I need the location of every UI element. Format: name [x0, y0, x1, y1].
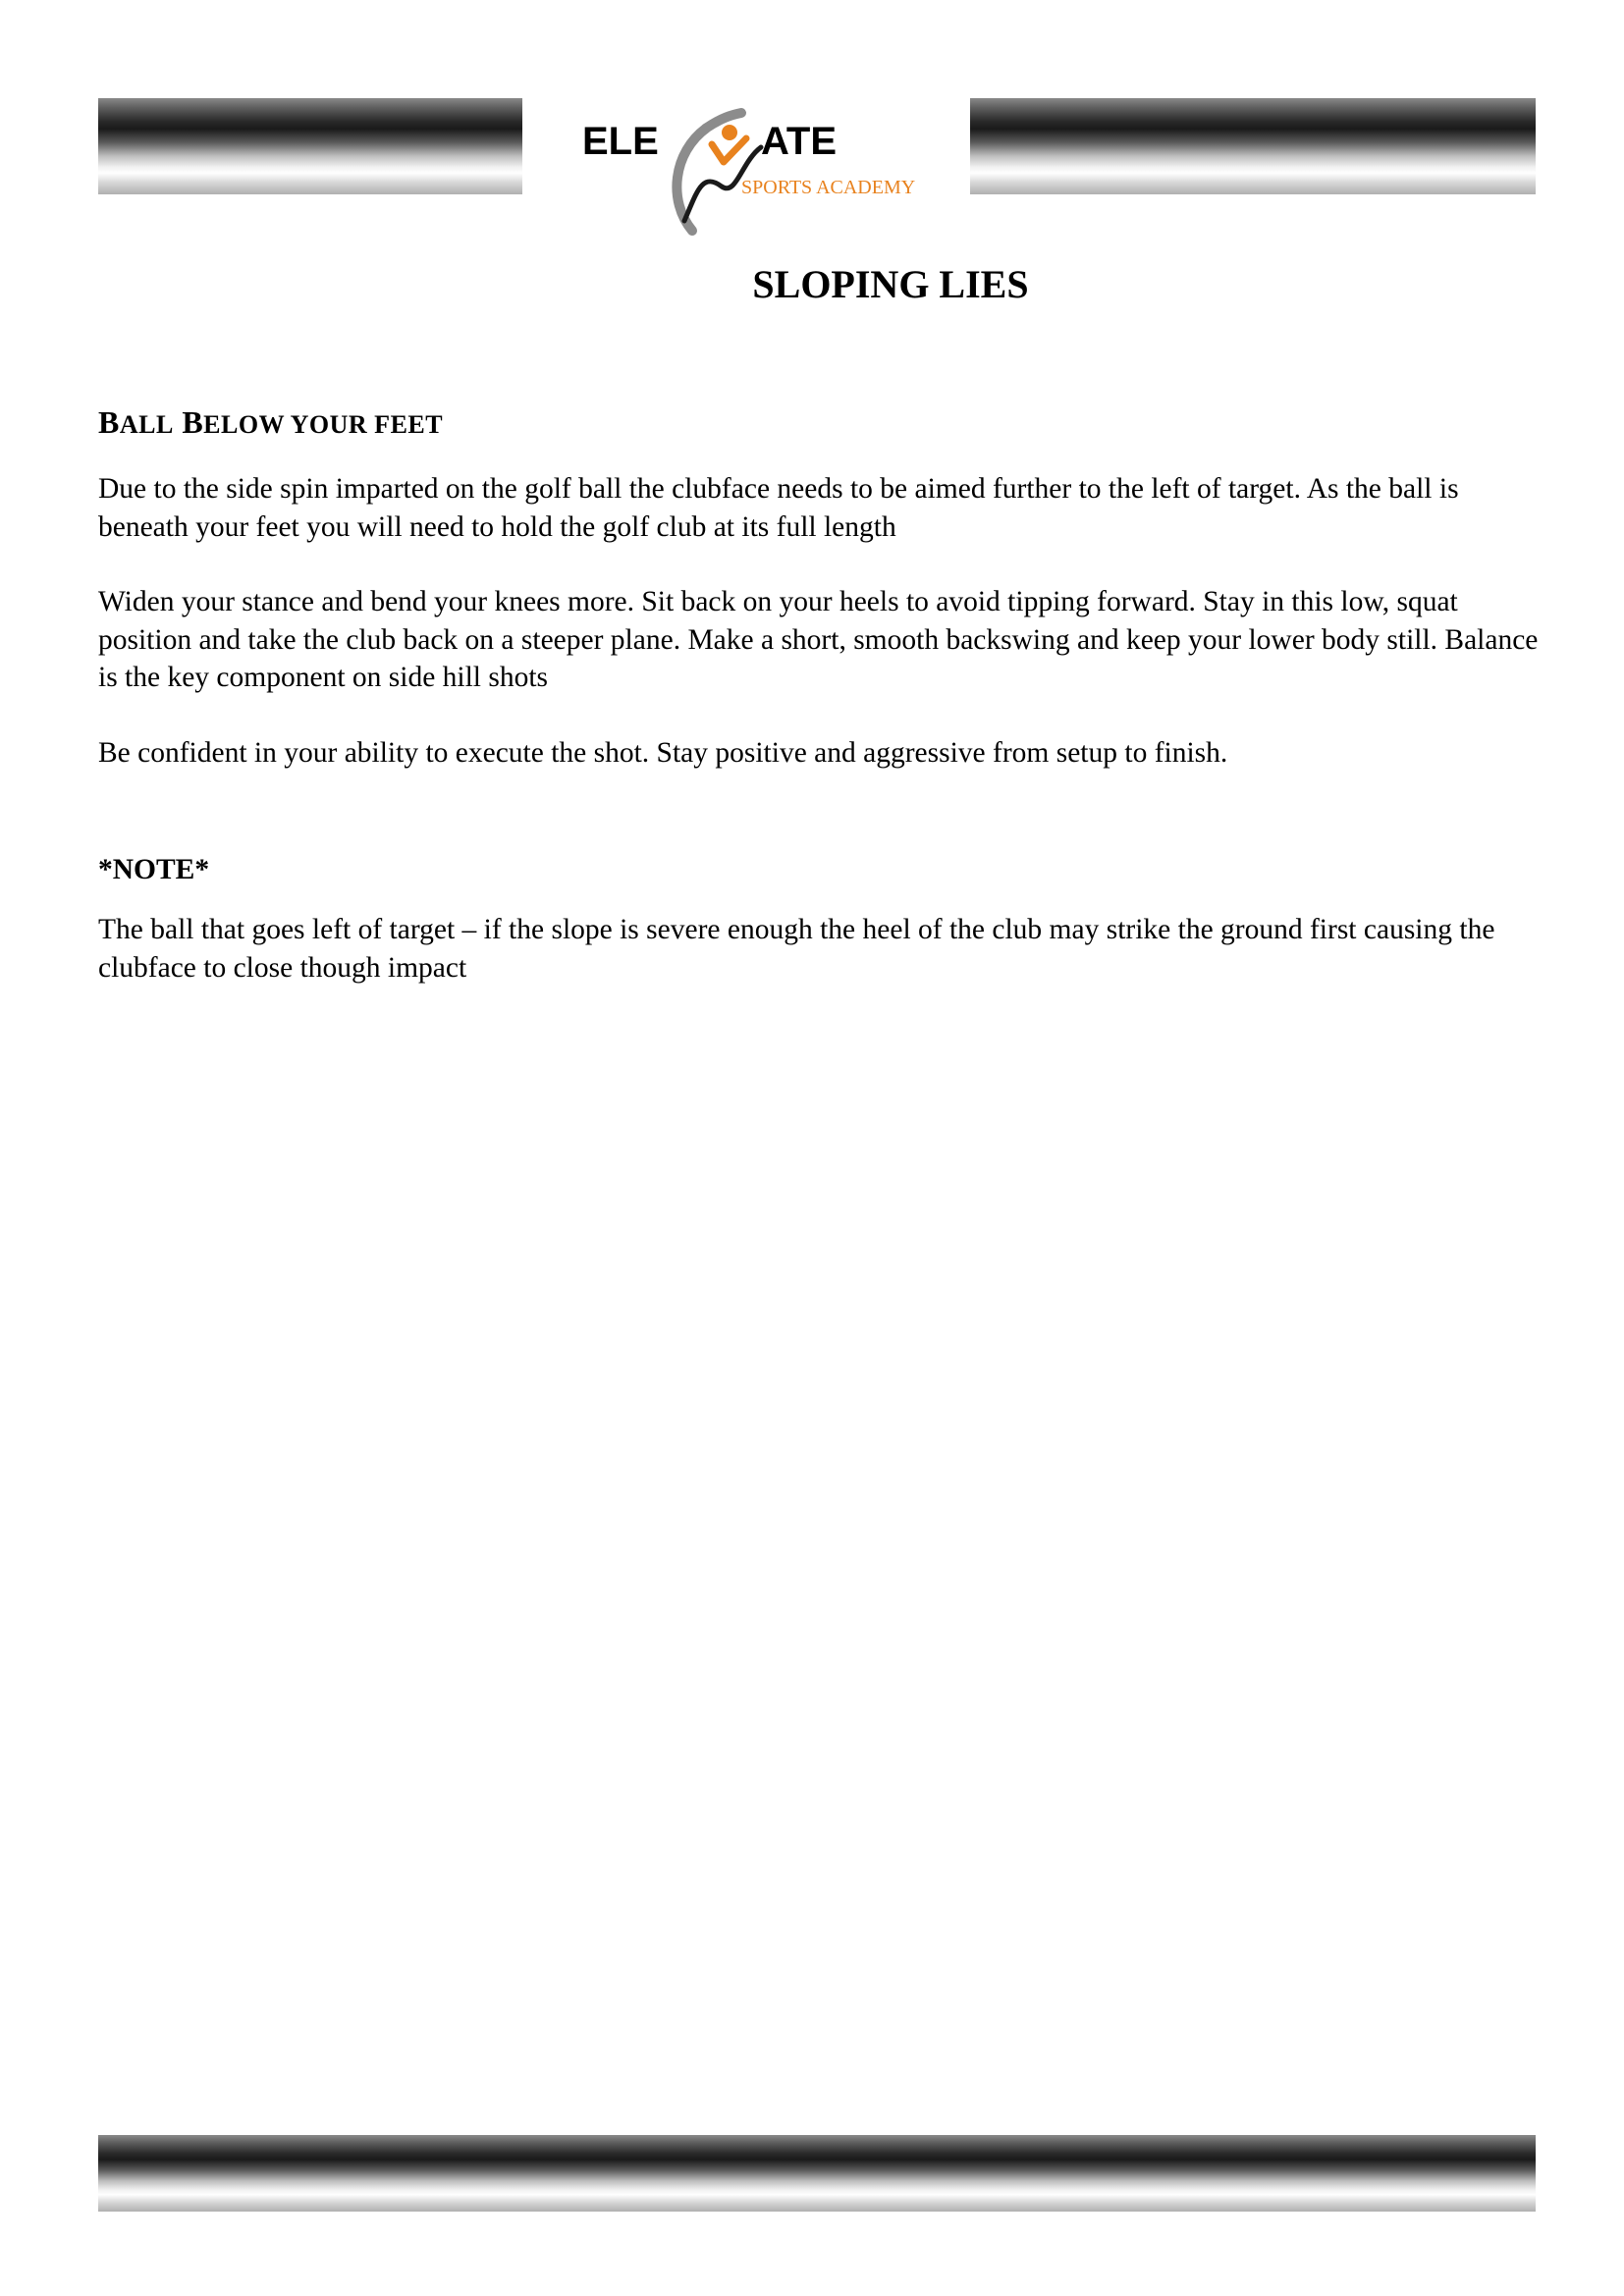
note-text: The ball that goes left of target – if the slope is severe enough the heel of the club may strike the ground first causing the clubface to close though impact: [98, 914, 1495, 984]
logo-runner-body-icon: [712, 138, 746, 162]
document-title: SLOPING LIES: [752, 262, 1029, 306]
document-body: [98, 400, 1542, 1024]
paragraph-confidence: Be confident in your ability to execute the shot. Stay positive and aggressive from setup to finish.: [98, 736, 1228, 769]
heading-rest-2: ELOW YOUR FEET: [203, 410, 444, 439]
paragraph-stance: Widen your stance and bend your knees more. Sit back on your heels to avoid tipping forward. Stay in this low, squat position and take the club back on a steeper plane. Make a short, smooth backswing and keep your lower body still. Balance is the key component on side hill shots: [98, 586, 1539, 693]
footer-bar: [98, 2135, 1536, 2212]
elevate-logo: [574, 93, 928, 240]
logo-tagline: SPORTS ACADEMY: [741, 177, 916, 198]
logo-runner-head-icon: [722, 125, 737, 140]
paragraph-aim: Due to the side spin imparted on the golf ball the clubface needs to be aimed further to the left of target. As the ball is beneath your feet you will need to hold the golf club at its full length: [98, 473, 1459, 543]
section-heading: [98, 400, 1542, 447]
header-bar-right: [970, 98, 1536, 194]
logo-word-right: ATE: [761, 120, 838, 163]
heading-initial-2: B: [182, 404, 204, 440]
note-heading: *NOTE*: [98, 854, 210, 885]
header-bar-left: [98, 98, 522, 194]
logo-word-left: ELE: [582, 120, 659, 163]
heading-initial-1: B: [98, 404, 120, 440]
heading-rest-1: ALL: [119, 410, 174, 439]
